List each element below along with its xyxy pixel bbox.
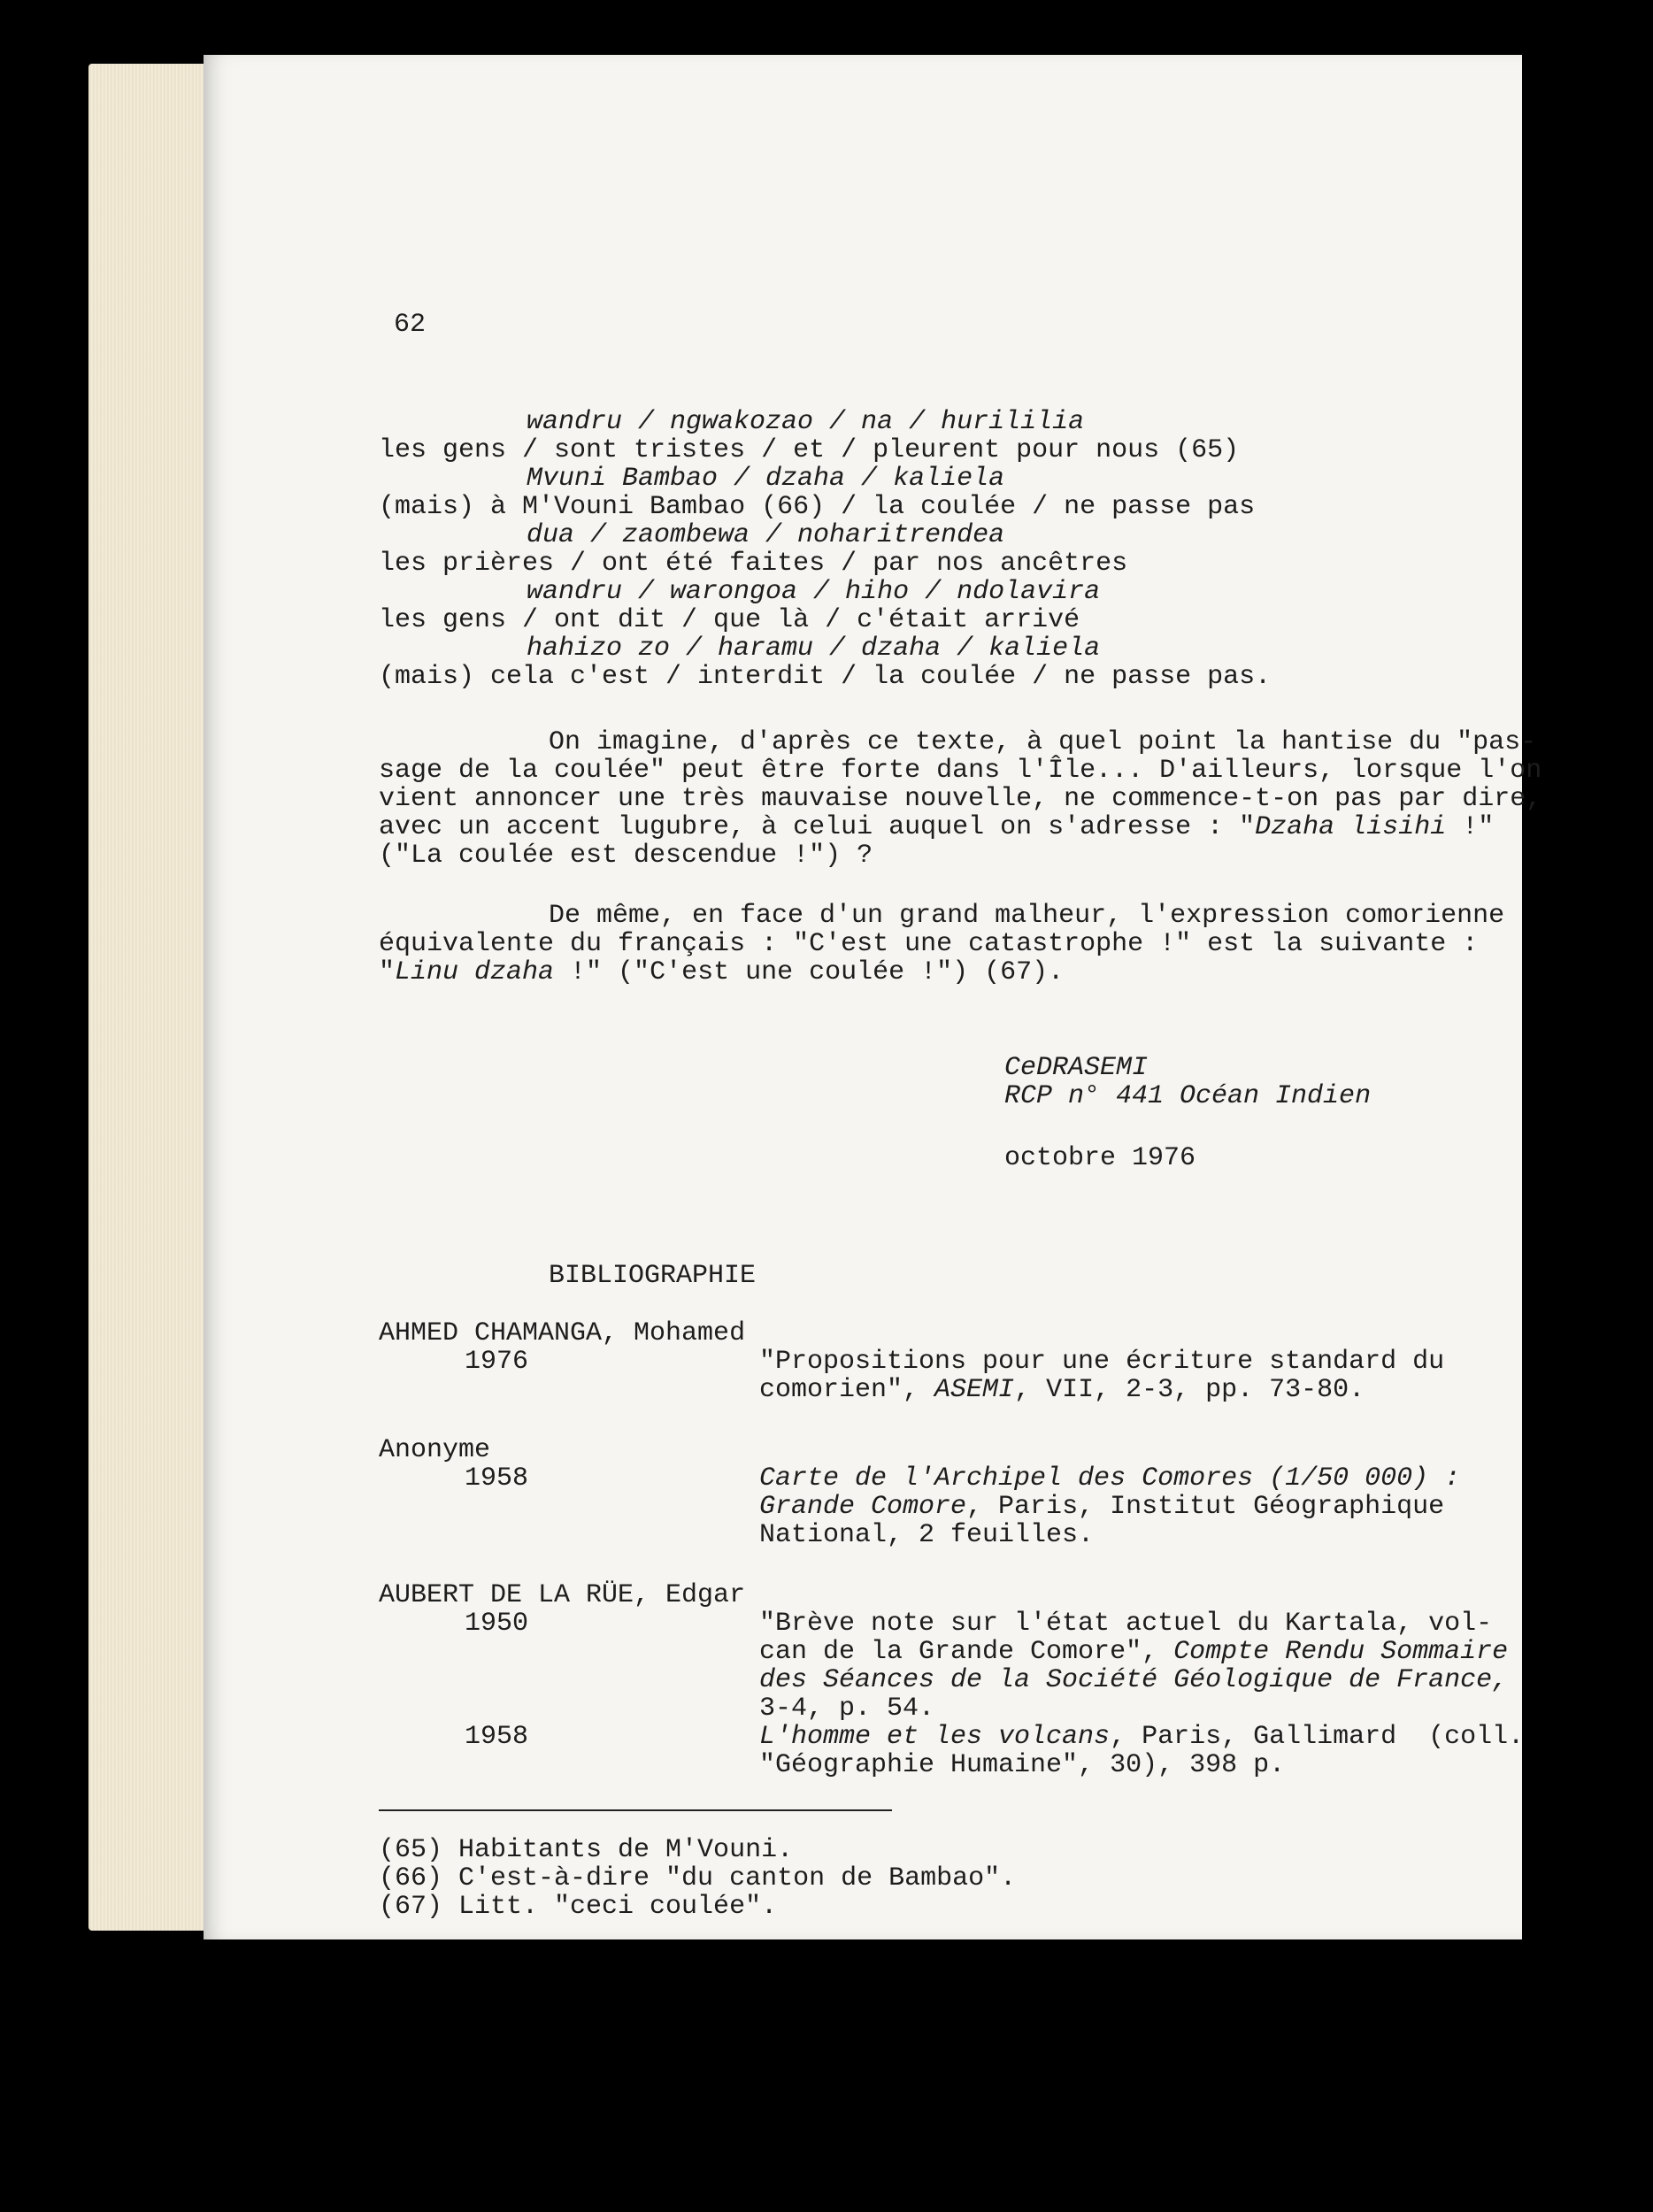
verse-line: dua / zaombewa / noharitrendea (527, 520, 1005, 550)
text-segment: , VII, 2-3, pp. 73-80. (1014, 1375, 1365, 1405)
footnote: (65) Habitants de M'Vouni. (379, 1835, 794, 1865)
footnote-rule (379, 1809, 892, 1811)
bib-text (759, 1375, 1365, 1405)
bib-text: Carte de l'Archipel des Comores (1/50 000) : (759, 1463, 1461, 1494)
text-segment: !" ("C'est une coulée !") (67). (554, 957, 1065, 987)
bib-text: 3-4, p. 54. (759, 1694, 935, 1724)
bibliography-heading: BIBLIOGRAPHIE (549, 1261, 757, 1291)
bib-year: 1958 (465, 1463, 529, 1494)
verse-line: (mais) à M'Vouni Bambao (66) / la coulée / ne passe pas (379, 492, 1256, 522)
signature-date: octobre 1976 (1004, 1143, 1196, 1173)
verse-line: hahizo zo / haramu / dzaha / kaliela (527, 634, 1101, 664)
text-segment: , Paris, Institut Géographique (966, 1492, 1445, 1522)
italic-phrase: Dzaha lisihi (1255, 812, 1447, 842)
verse-line: wandru / ngwakozao / na / hurililia (527, 407, 1085, 437)
footnote: (67) Litt. "ceci coulée". (379, 1892, 778, 1922)
bib-text (759, 1722, 1524, 1752)
verse-line: Mvuni Bambao / dzaha / kaliela (527, 464, 1005, 494)
italic-phrase: Linu dzaha (395, 957, 555, 987)
signature-rcp: RCP n° 441 Océan Indien (1004, 1081, 1372, 1111)
bib-text: "Géographie Humaine", 30), 398 p. (759, 1750, 1286, 1780)
paragraph-line: ("La coulée est descendue !") ? (379, 841, 873, 871)
text-segment: " (379, 957, 396, 987)
text-segment: can de la Grande Comore", (759, 1637, 1174, 1667)
page-number: 62 (394, 310, 427, 340)
verse-line: les prières / ont été faites / par nos ancêtres (379, 549, 1128, 579)
bib-author: Anonyme (379, 1435, 491, 1465)
footnote: (66) C'est-à-dire "du canton de Bambao". (379, 1863, 1017, 1893)
paragraph-line (379, 957, 1064, 987)
paragraph-line: vient annoncer une très mauvaise nouvelle, ne commence-t-on pas par dire, (379, 784, 1542, 814)
italic-phrase: Compte Rendu Sommaire (1173, 1637, 1509, 1667)
bib-text (759, 1492, 1444, 1522)
verse-line: les gens / ont dit / que là / c'était arrivé (379, 605, 1080, 635)
bib-text (759, 1637, 1508, 1667)
italic-phrase: ASEMI (934, 1375, 1015, 1405)
italic-phrase: Grande Comore (759, 1492, 967, 1522)
book-page-edges (88, 64, 221, 1931)
signature-org: CeDRASEMI (1004, 1053, 1149, 1083)
bib-year: 1976 (465, 1347, 529, 1377)
bib-year: 1958 (465, 1722, 529, 1752)
paragraph-line: On imagine, d'après ce texte, à quel point la hantise du "pas- (549, 727, 1537, 757)
text-segment: comorien", (759, 1375, 935, 1405)
verse-line: les gens / sont tristes / et / pleurent pour nous (65) (379, 435, 1240, 465)
bib-text: "Brève note sur l'état actuel du Kartala, vol- (759, 1609, 1493, 1639)
document-page (204, 55, 1542, 1939)
bib-text: des Séances de la Société Géologique de France, (759, 1665, 1509, 1695)
bib-author: AUBERT DE LA RÜE, Edgar (379, 1580, 746, 1610)
paragraph-line (379, 812, 1494, 842)
bib-text: National, 2 feuilles. (759, 1520, 1095, 1550)
paragraph-line: sage de la coulée" peut être forte dans l'Île... D'ailleurs, lorsque l'on (379, 756, 1542, 786)
verse-line: wandru / warongoa / hiho / ndolavira (527, 577, 1101, 607)
italic-phrase: L'homme et les volcans (759, 1722, 1111, 1752)
paragraph-line: équivalente du français : "C'est une catastrophe !" est la suivante : (379, 929, 1479, 959)
bib-author: AHMED CHAMANGA, Mohamed (379, 1318, 746, 1348)
bib-text: "Propositions pour une écriture standard du (759, 1347, 1445, 1377)
text-segment: , Paris, Gallimard (coll. (1110, 1722, 1525, 1752)
text-segment: avec un accent lugubre, à celui auquel on s'adresse : " (379, 812, 1256, 842)
verse-line: (mais) cela c'est / interdit / la coulée / ne passe pas. (379, 662, 1272, 692)
paragraph-line: De même, en face d'un grand malheur, l'expression comorienne (549, 901, 1505, 931)
text-segment: !" (1446, 812, 1495, 842)
bib-year: 1950 (465, 1609, 529, 1639)
